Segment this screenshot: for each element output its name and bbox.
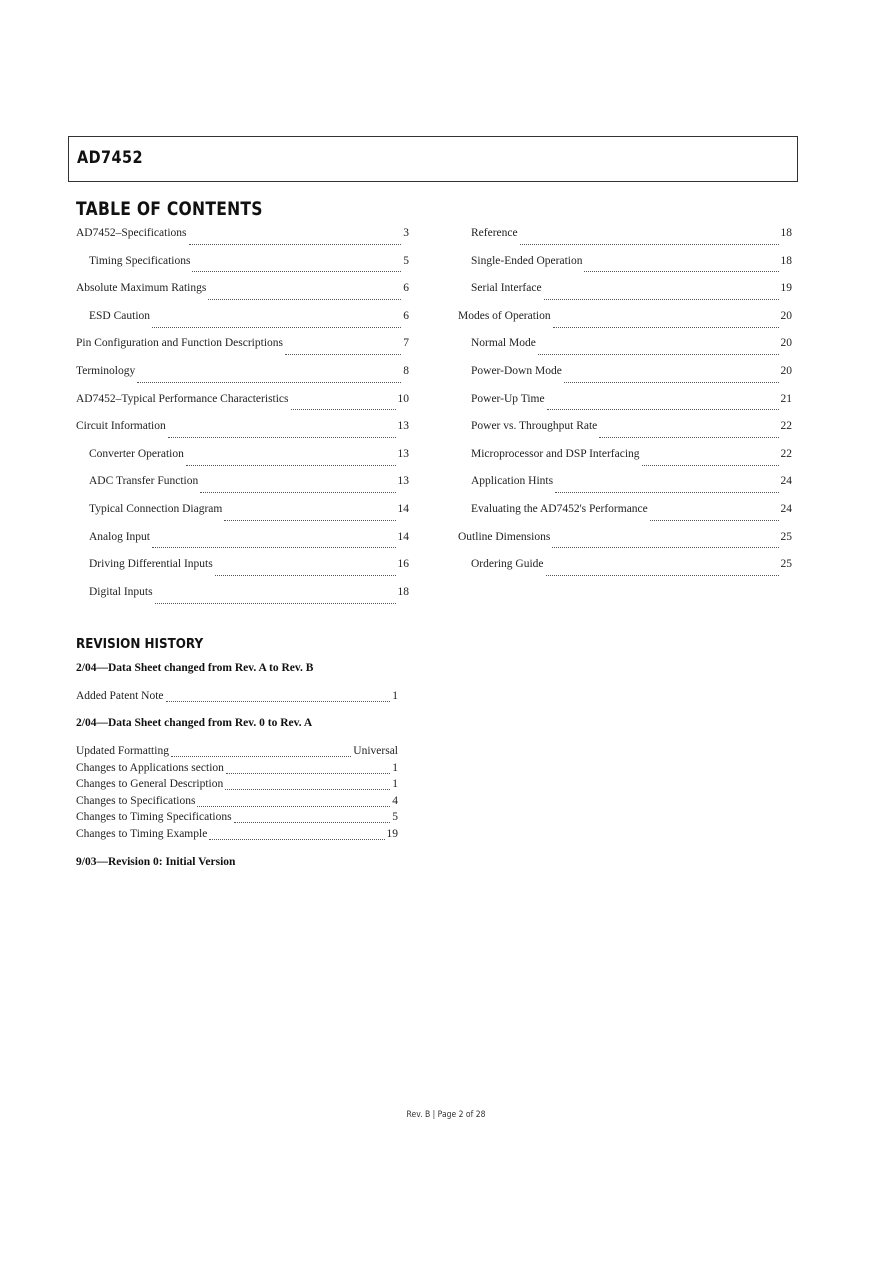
entry-page-number: 24 <box>780 502 792 515</box>
revision-heading-rev-a: 2/04—Data Sheet changed from Rev. 0 to Rev. A <box>76 717 313 729</box>
dot-leader <box>152 546 395 548</box>
entry-page-number: 22 <box>780 420 792 433</box>
toc-entry[interactable] <box>76 586 409 614</box>
entry-page-number: 14 <box>397 530 409 543</box>
entry-page-number: 20 <box>780 364 792 377</box>
dot-leader <box>584 270 778 272</box>
entry-page-number: 5 <box>403 254 409 267</box>
toc-entry[interactable] <box>76 227 409 255</box>
dot-leader <box>226 772 390 774</box>
entry-title: ESD Caution <box>89 309 151 322</box>
entry-page-number: 6 <box>403 282 409 295</box>
toc-entry[interactable] <box>458 475 792 503</box>
entry-page-number: 21 <box>780 392 792 405</box>
dot-leader <box>546 574 779 576</box>
revision-entry[interactable] <box>76 795 398 812</box>
dot-leader <box>200 491 395 493</box>
revision-entry[interactable] <box>76 762 398 779</box>
entry-page-number: 16 <box>397 558 409 571</box>
revision-entry[interactable] <box>76 811 398 828</box>
entry-page-number: 13 <box>397 447 409 460</box>
revision-entry[interactable] <box>76 690 398 707</box>
entry-title: Timing Specifications <box>89 254 191 267</box>
entry-title: Outline Dimensions <box>458 530 551 543</box>
toc-entry[interactable] <box>76 337 409 365</box>
entry-page-number: 18 <box>397 585 409 598</box>
entry-page-number: 20 <box>780 309 792 322</box>
entry-title: Normal Mode <box>471 337 536 350</box>
dot-leader <box>650 519 779 521</box>
toc-entry[interactable] <box>76 310 409 338</box>
entry-page-number: 24 <box>780 475 792 488</box>
entry-page-number: 4 <box>392 794 398 807</box>
toc-entry[interactable] <box>458 558 792 586</box>
dot-leader <box>171 755 351 757</box>
dot-leader <box>544 298 779 300</box>
entry-title: Terminology <box>76 364 136 377</box>
toc-entry[interactable] <box>458 227 792 255</box>
entry-page-number: 22 <box>780 447 792 460</box>
toc-entry[interactable] <box>76 420 409 448</box>
dot-leader <box>208 298 401 300</box>
dot-leader <box>209 838 384 840</box>
entry-page-number: 6 <box>403 309 409 322</box>
entry-page-number: 1 <box>392 778 398 790</box>
dot-leader <box>538 353 779 355</box>
entry-page-number: 18 <box>780 254 792 267</box>
entry-page-number: Universal <box>353 745 398 757</box>
toc-entry[interactable] <box>458 337 792 365</box>
dot-leader <box>642 464 779 466</box>
entry-title: Added Patent Note <box>76 690 164 702</box>
entry-title: AD7452–Specifications <box>76 227 187 239</box>
toc-title: TABLE OF CONTENTS <box>76 198 263 220</box>
toc-entry[interactable] <box>458 255 792 283</box>
entry-title: Single-Ended Operation <box>471 254 583 267</box>
dot-leader <box>285 353 401 355</box>
entry-title: Power-Up Time <box>471 392 545 405</box>
dot-leader <box>547 408 779 410</box>
entry-title: Changes to Timing Example <box>76 827 208 840</box>
dot-leader <box>166 700 391 702</box>
entry-page-number: 13 <box>397 475 409 488</box>
revision-heading-rev-0: 9/03—Revision 0: Initial Version <box>76 856 236 868</box>
entry-title: Converter Operation <box>89 447 184 460</box>
header-box <box>68 136 798 182</box>
dot-leader <box>552 546 778 548</box>
entry-title: Circuit Information <box>76 420 166 433</box>
toc-entry[interactable] <box>76 475 409 503</box>
dot-leader <box>553 326 779 328</box>
entry-title: Typical Connection Diagram <box>89 502 223 515</box>
entry-page-number: 25 <box>780 558 792 571</box>
toc-entry[interactable] <box>76 503 409 531</box>
toc-entry[interactable] <box>76 393 409 421</box>
entry-page-number: 18 <box>780 227 792 239</box>
dot-leader <box>599 436 778 438</box>
dot-leader <box>234 821 391 823</box>
revision-entry[interactable] <box>76 778 398 795</box>
dot-leader <box>155 602 396 604</box>
toc-entry[interactable] <box>458 420 792 448</box>
entry-page-number: 13 <box>397 420 409 433</box>
entry-title: Analog Input <box>89 530 151 543</box>
entry-title: Changes to Applications section <box>76 761 224 774</box>
entry-title: Power-Down Mode <box>471 364 562 377</box>
entry-title: Serial Interface <box>471 282 542 295</box>
entry-page-number: 3 <box>403 227 409 239</box>
toc-column-right <box>458 227 792 586</box>
dot-leader <box>152 326 401 328</box>
entry-title: Application Hints <box>471 475 554 488</box>
toc-entry[interactable] <box>76 365 409 393</box>
entry-page-number: 20 <box>780 337 792 350</box>
toc-entry[interactable] <box>76 282 409 310</box>
dot-leader <box>186 464 396 466</box>
toc-column-left <box>76 227 409 613</box>
entry-title: Microprocessor and DSP Interfacing <box>471 447 640 460</box>
entry-page-number: 7 <box>403 337 409 350</box>
entry-page-number: 1 <box>392 690 398 702</box>
entry-title: Power vs. Throughput Rate <box>471 420 598 433</box>
dot-leader <box>520 243 779 245</box>
entry-title: Digital Inputs <box>89 585 153 598</box>
revision-entry[interactable] <box>76 828 398 845</box>
dot-leader <box>168 436 396 438</box>
toc-entry[interactable] <box>458 393 792 421</box>
entry-page-number: 25 <box>780 530 792 543</box>
dot-leader <box>564 381 779 383</box>
page-footer: Rev. B | Page 2 of 28 <box>406 1110 486 1120</box>
entry-page-number: 19 <box>780 282 792 295</box>
entry-page-number: 5 <box>392 811 398 823</box>
toc-entry[interactable] <box>458 282 792 310</box>
entry-title: Modes of Operation <box>458 309 551 322</box>
entry-title: Driving Differential Inputs <box>89 558 213 571</box>
dot-leader <box>555 491 778 493</box>
entry-title: Absolute Maximum Ratings <box>76 282 207 295</box>
entry-title: Updated Formatting <box>76 745 169 757</box>
dot-leader <box>192 270 401 272</box>
part-number: AD7452 <box>77 148 143 168</box>
entry-title: Changes to Specifications <box>76 794 196 807</box>
toc-entry[interactable] <box>458 503 792 531</box>
dot-leader <box>189 243 402 245</box>
toc-entry[interactable] <box>76 448 409 476</box>
revision-entry[interactable] <box>76 745 398 762</box>
toc-entry[interactable] <box>76 558 409 586</box>
dot-leader <box>225 788 390 790</box>
entry-title: Reference <box>471 227 518 239</box>
entry-title: Evaluating the AD7452's Performance <box>471 502 648 515</box>
entry-page-number: 8 <box>403 364 409 377</box>
entry-page-number: 1 <box>392 761 398 774</box>
entry-title: AD7452–Typical Performance Characteristics <box>76 392 289 405</box>
entry-page-number: 10 <box>397 392 409 405</box>
revision-list-rev-b <box>76 690 398 707</box>
dot-leader <box>197 805 390 807</box>
entry-title: Changes to Timing Specifications <box>76 811 232 823</box>
entry-page-number: 14 <box>397 502 409 515</box>
toc-entry[interactable] <box>458 310 792 338</box>
entry-title: Ordering Guide <box>471 558 544 571</box>
dot-leader <box>224 519 395 521</box>
toc-entry[interactable] <box>76 255 409 283</box>
entry-title: Pin Configuration and Function Descriptions <box>76 337 283 350</box>
toc-entry[interactable] <box>458 531 792 559</box>
dot-leader <box>137 381 401 383</box>
entry-title: ADC Transfer Function <box>89 475 199 488</box>
dot-leader <box>215 574 396 576</box>
entry-title: Changes to General Description <box>76 778 224 790</box>
revision-list-rev-a <box>76 745 398 844</box>
dot-leader <box>291 408 396 410</box>
toc-entry[interactable] <box>458 448 792 476</box>
entry-page-number: 19 <box>386 827 398 840</box>
toc-entry[interactable] <box>76 531 409 559</box>
revision-heading-rev-b: 2/04—Data Sheet changed from Rev. A to Rev. B <box>76 662 314 674</box>
revision-history-title: REVISION HISTORY <box>76 637 204 652</box>
toc-entry[interactable] <box>458 365 792 393</box>
